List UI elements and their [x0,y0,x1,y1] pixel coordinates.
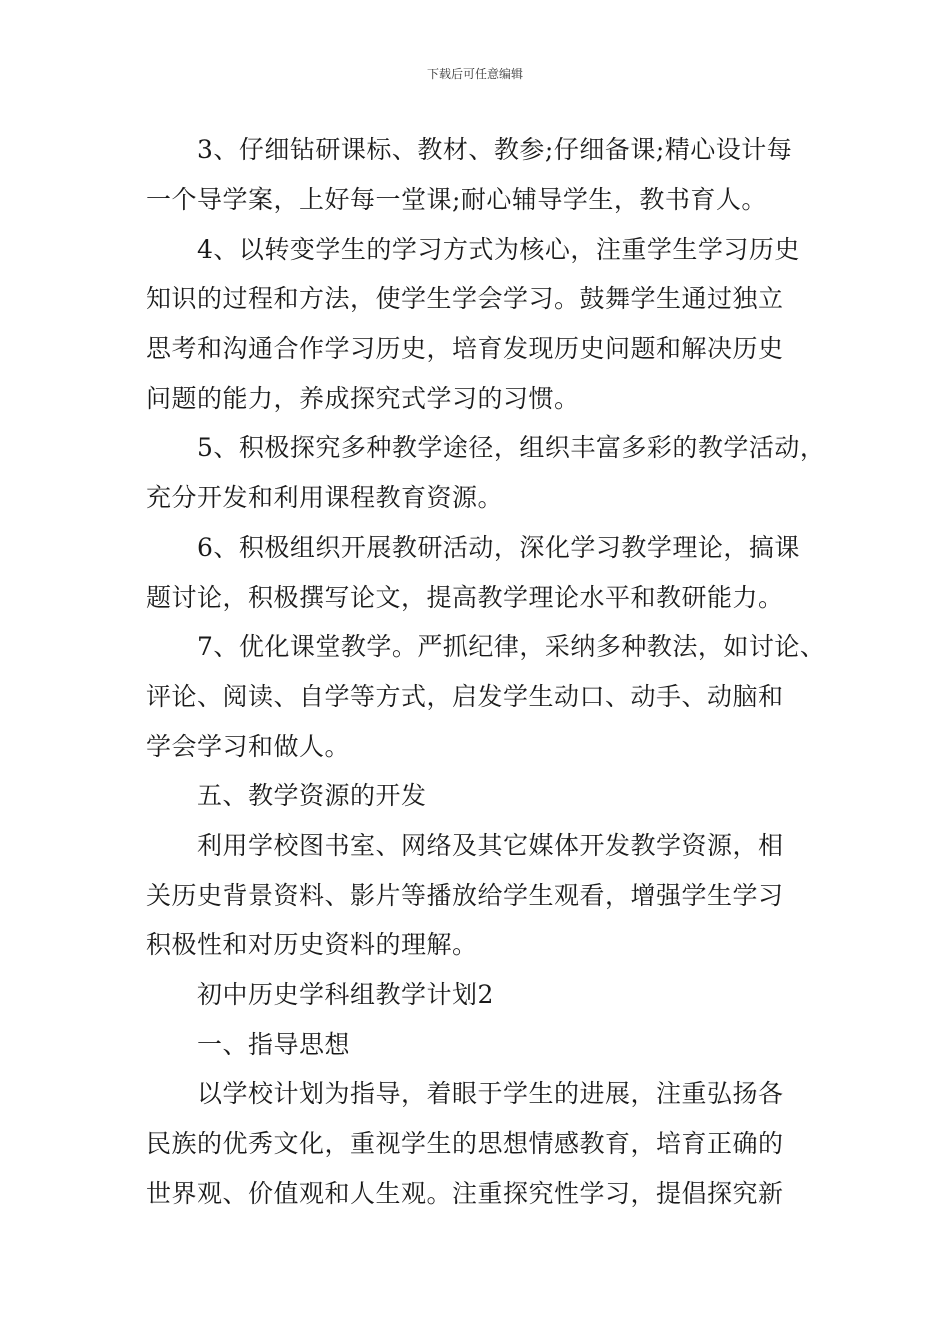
paragraph-line: 6、积极组织开展教研活动，深化学习教学理论，搞课 [197,533,800,562]
page-header: 下载后可任意编辑 [426,67,523,81]
paragraph-line: 思考和沟通合作学习历史，培育发现历史问题和解决历史 [146,334,784,363]
paragraph-line: 一个导学案，上好每一堂课;耐心辅导学生，教书育人。 [146,185,767,214]
paragraph-line: 3、仔细钻研课标、教材、教参;仔细备课;精心设计每 [197,135,793,164]
section-heading: 五、教学资源的开发 [197,781,427,810]
document-title: 初中历史学科组教学计划2 [197,980,494,1009]
paragraph-line: 世界观、价值观和人生观。注重探究性学习，提倡探究新 [146,1179,784,1208]
paragraph-line: 5、积极探究多种教学途径，组织丰富多彩的教学活动， [197,433,826,462]
paragraph-line: 评论、阅读、自学等方式，启发学生动口、动手、动脑和 [146,682,784,711]
paragraph-line: 问题的能力，养成探究式学习的习惯。 [146,384,580,413]
paragraph-line: 4、以转变学生的学习方式为核心，注重学生学习历史 [197,235,800,264]
paragraph-line: 知识的过程和方法，使学生学会学习。鼓舞学生通过独立 [146,284,784,313]
paragraph-line: 充分开发和利用课程教育资源。 [146,483,504,512]
paragraph-line: 学会学习和做人。 [146,732,351,761]
paragraph-line: 以学校计划为指导，着眼于学生的进展，注重弘扬各 [197,1079,784,1108]
paragraph-line: 关历史背景资料、影片等播放给学生观看，增强学生学习 [146,881,784,910]
paragraph-line: 7、优化课堂教学。严抓纪律，采纳多种教法，如讨论、 [197,632,826,661]
section-heading: 一、指导思想 [197,1030,351,1059]
paragraph-line: 积极性和对历史资料的理解。 [146,930,478,959]
paragraph-line: 民族的优秀文化，重视学生的思想情感教育，培育正确的 [146,1129,784,1158]
paragraph-line: 利用学校图书室、网络及其它媒体开发教学资源，相 [197,831,784,860]
paragraph-line: 题讨论，积极撰写论文，提高教学理论水平和教研能力。 [146,583,784,612]
